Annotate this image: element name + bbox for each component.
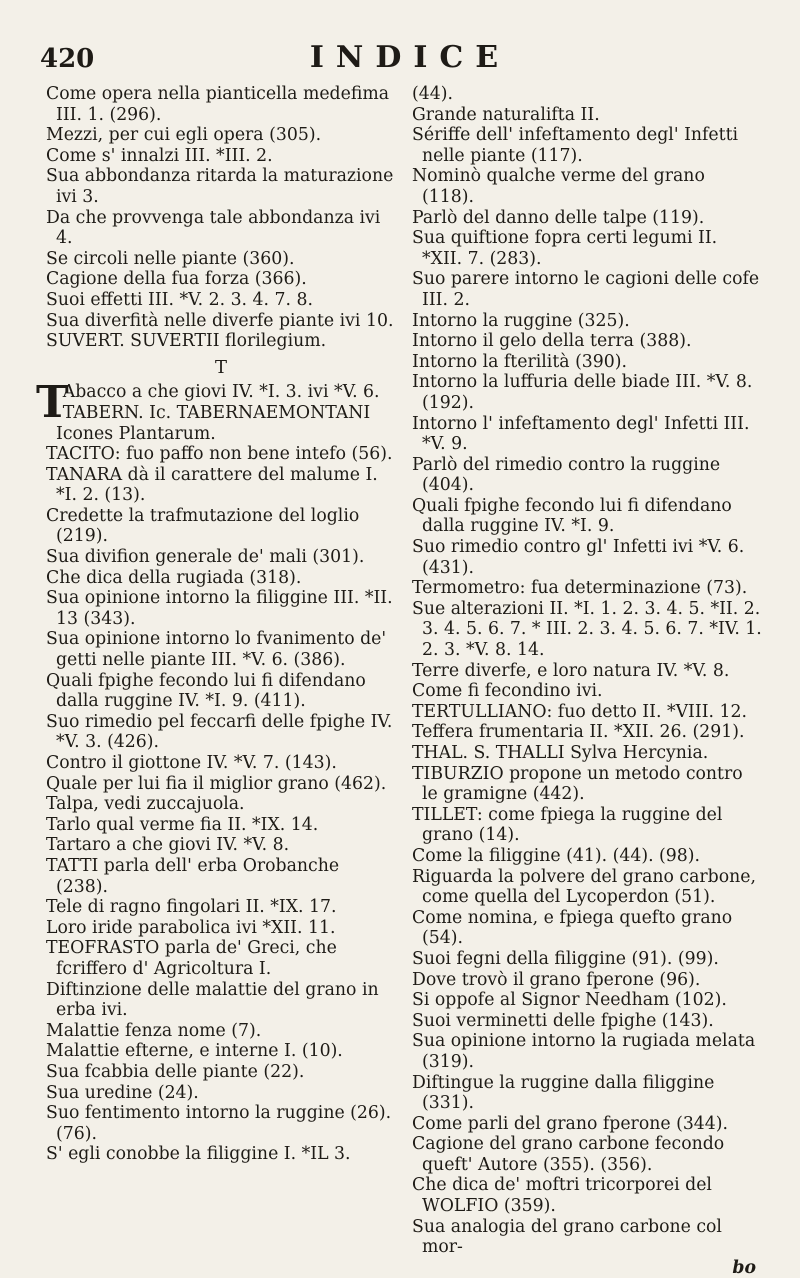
index-entry: Credette la trafmutazione del loglio (219).	[46, 505, 360, 547]
index-entry: Se circoli nelle piante (360).	[46, 248, 295, 269]
index-entry: Suoi fegni della filiggine (91). (99).	[412, 948, 719, 969]
index-entry: Quali fpighe fecondo lui fi difendano dalla ruggine IV. *I. 9. (411).	[46, 670, 366, 712]
index-entry: Teffera frumentaria II. *XII. 26. (291).	[412, 722, 745, 743]
index-entry: TIBURZIO propone un metodo contro le gramigne (442).	[412, 763, 743, 805]
index-entry: TEOFRASTO parla de' Greci, che fcriffero d' Agricoltura I.	[46, 938, 337, 979]
drop-cap-letter: T	[36, 377, 69, 429]
index-entry: Termometro: fua determinazione (73).	[412, 578, 748, 599]
index-entry: Sua abbondanza ritarda la maturazione ivi 3.	[46, 166, 394, 207]
index-entry: Diftingue la ruggine dalla filiggine (331).	[412, 1072, 715, 1114]
index-entry: Sue alterazioni II. *I. 1. 2. 3. 4. 5. *II. 2. 3. 4. 5. 6. 7. * III. 2. 3. 4. 5. 6. 7. *IV. 1. 2. 3. *V. 8. 14.	[412, 598, 762, 661]
index-entry: Come fi fecondino ivi.	[412, 681, 603, 702]
index-entry: Cagione della fua forza (366).	[46, 269, 307, 290]
index-entry: Sua divifion generale de' mali (301).	[46, 547, 365, 568]
index-entry: TERTULLIANO: fuo detto II. *VIII. 12.	[412, 701, 748, 722]
index-entry: Abacco a che giovi IV. *I. 3. ivi *V. 6.	[62, 382, 380, 403]
index-entry: Suoi verminetti delle fpighe (143).	[412, 1010, 714, 1031]
index-entry: Come la filiggine (41). (44). (98).	[412, 845, 701, 866]
index-entry: Come s' innalzi III. *III. 2.	[46, 145, 273, 166]
index-entry: Intorno la fterilità (390).	[412, 351, 628, 372]
right-column	[412, 84, 762, 1278]
index-entry: S' egli conobbe la filiggine I. *IL 3.	[46, 1144, 351, 1165]
index-entry: Malattie fenza nome (7).	[46, 1020, 262, 1041]
index-entry: Dove trovò il grano fperone (96).	[412, 969, 701, 990]
index-entry: Intorno la ruggine (325).	[412, 310, 630, 331]
index-entry: Suo rimedio pel feccarfi delle fpighe IV. *V. 3. (426).	[46, 711, 393, 753]
index-entry: Suo fentimento intorno la ruggine (26). (76).	[46, 1103, 392, 1144]
page-title: INDICE	[309, 40, 511, 75]
index-entry: Sua opinione intorno la rugiada melata (319).	[412, 1031, 756, 1072]
index-entry: Nominò qualche verme del grano (118).	[412, 166, 705, 207]
index-entry: Sua uredine (24).	[46, 1082, 199, 1103]
index-entry: Parlò del danno delle talpe (119).	[412, 207, 705, 228]
index-entry: Intorno il gelo della terra (388).	[412, 331, 692, 352]
index-entry: Intorno l' infeftamento degl' Infetti III. *V. 9.	[412, 413, 750, 455]
index-entry: Cagione del grano carbone fecondo queft' Autore (355). (356).	[412, 1134, 725, 1175]
index-entry: Diftinzione delle malattie del grano in erba ivi.	[46, 979, 379, 1021]
index-entry: Loro iride parabolica ivi *XII. 11.	[46, 917, 336, 938]
index-entry: Sériffe dell' infeftamento degl' Infetti nelle piante (117).	[412, 125, 739, 166]
index-entry: Che dica de' moftri tricorporei del WOLFIO (359).	[412, 1175, 712, 1217]
catchword: bo	[732, 1257, 756, 1278]
page-header	[40, 40, 780, 80]
index-entry: Suo parere intorno le cagioni delle cofe III. 2.	[412, 269, 760, 310]
index-entry: Come nomina, e fpiega quefto grano (54).	[412, 907, 733, 949]
index-entry: Terre diverfe, e loro natura IV. *V. 8.	[412, 660, 730, 681]
index-entry: Sua fcabbia delle piante (22).	[46, 1061, 305, 1082]
index-entry: Tele di ragno fingolari II. *IX. 17.	[46, 897, 337, 918]
index-entry: Talpa, vedi zuccajuola.	[46, 794, 245, 815]
page-number: 420	[40, 44, 95, 74]
index-entry: Che dica della rugiada (318).	[46, 567, 302, 588]
index-entry: Suo rimedio contro gl' Infetti ivi *V. 6. (431).	[412, 537, 745, 578]
index-entry: Da che provvenga tale abbondanza ivi 4.	[46, 207, 381, 249]
index-entry: Come opera nella pianticella medefima III. 1. (296).	[46, 84, 390, 125]
index-entry: Sua opinione intorno lo fvanimento de' getti nelle piante III. *V. 6. (386).	[46, 629, 387, 671]
index-entry: TABERN. Ic. TABERNAEMONTANI Icones Plantarum.	[56, 402, 371, 444]
index-entry: TANARA dà il carattere del malume I. *I. 2. (13).	[46, 464, 378, 506]
index-entry: Riguarda la polvere del grano carbone, come quella del Lycoperdon (51).	[412, 866, 756, 908]
index-entry: Suoi effetti III. *V. 2. 3. 4. 7. 8.	[46, 289, 313, 310]
index-entry: SUVERT. SUVERTII florilegium.	[46, 331, 327, 352]
index-entry: (44).	[412, 84, 453, 104]
index-entry: Tarlo qual verme fia II. *IX. 14.	[46, 814, 319, 835]
index-entry: TILLET: come fpiega la ruggine del grano (14).	[412, 804, 723, 846]
index-entry: Sua opinione intorno la filiggine III. *II. 13 (343).	[46, 588, 393, 629]
index-entry: Sua quiftione fopra certi legumi II. *XII. 7. (283).	[412, 228, 718, 269]
index-entry: TACITO: fuo paffo non bene intefo (56).	[46, 444, 393, 465]
index-entry: Sua analogia del grano carbone col mor-	[412, 1216, 722, 1258]
index-entry: Quale per lui fia il miglior grano (462).	[46, 773, 387, 794]
index-entry: Intorno la luffuria delle biade III. *V. 8. (192).	[412, 372, 753, 413]
index-entry: Grande naturalifta II.	[412, 104, 600, 125]
index-entry: Sua diverfità nelle diverfe piante ivi 10.	[46, 310, 394, 331]
index-entry: Si oppofe al Signor Needham (102).	[412, 990, 727, 1011]
index-entry: Parlò del rimedio contro la ruggine (404).	[412, 454, 721, 496]
index-entry: Quali fpighe fecondo lui fi difendano dalla ruggine IV. *I. 9.	[412, 495, 732, 537]
index-entry: Come parli del grano fperone (344).	[412, 1113, 729, 1134]
left-column	[36, 84, 396, 1165]
index-entry: Mezzi, per cui egli opera (305).	[46, 125, 322, 146]
index-entry: Malattie efterne, e interne I. (10).	[46, 1041, 343, 1062]
index-entry: Tartaro a che giovi IV. *V. 8.	[46, 835, 290, 856]
index-entry: TATTI parla dell' erba Orobanche (238).	[46, 855, 340, 897]
index-entry: THAL. S. THALLI Sylva Hercynia.	[412, 743, 709, 763]
section-letter: T	[214, 356, 227, 378]
index-entry: Contro il giottone IV. *V. 7. (143).	[46, 753, 337, 773]
